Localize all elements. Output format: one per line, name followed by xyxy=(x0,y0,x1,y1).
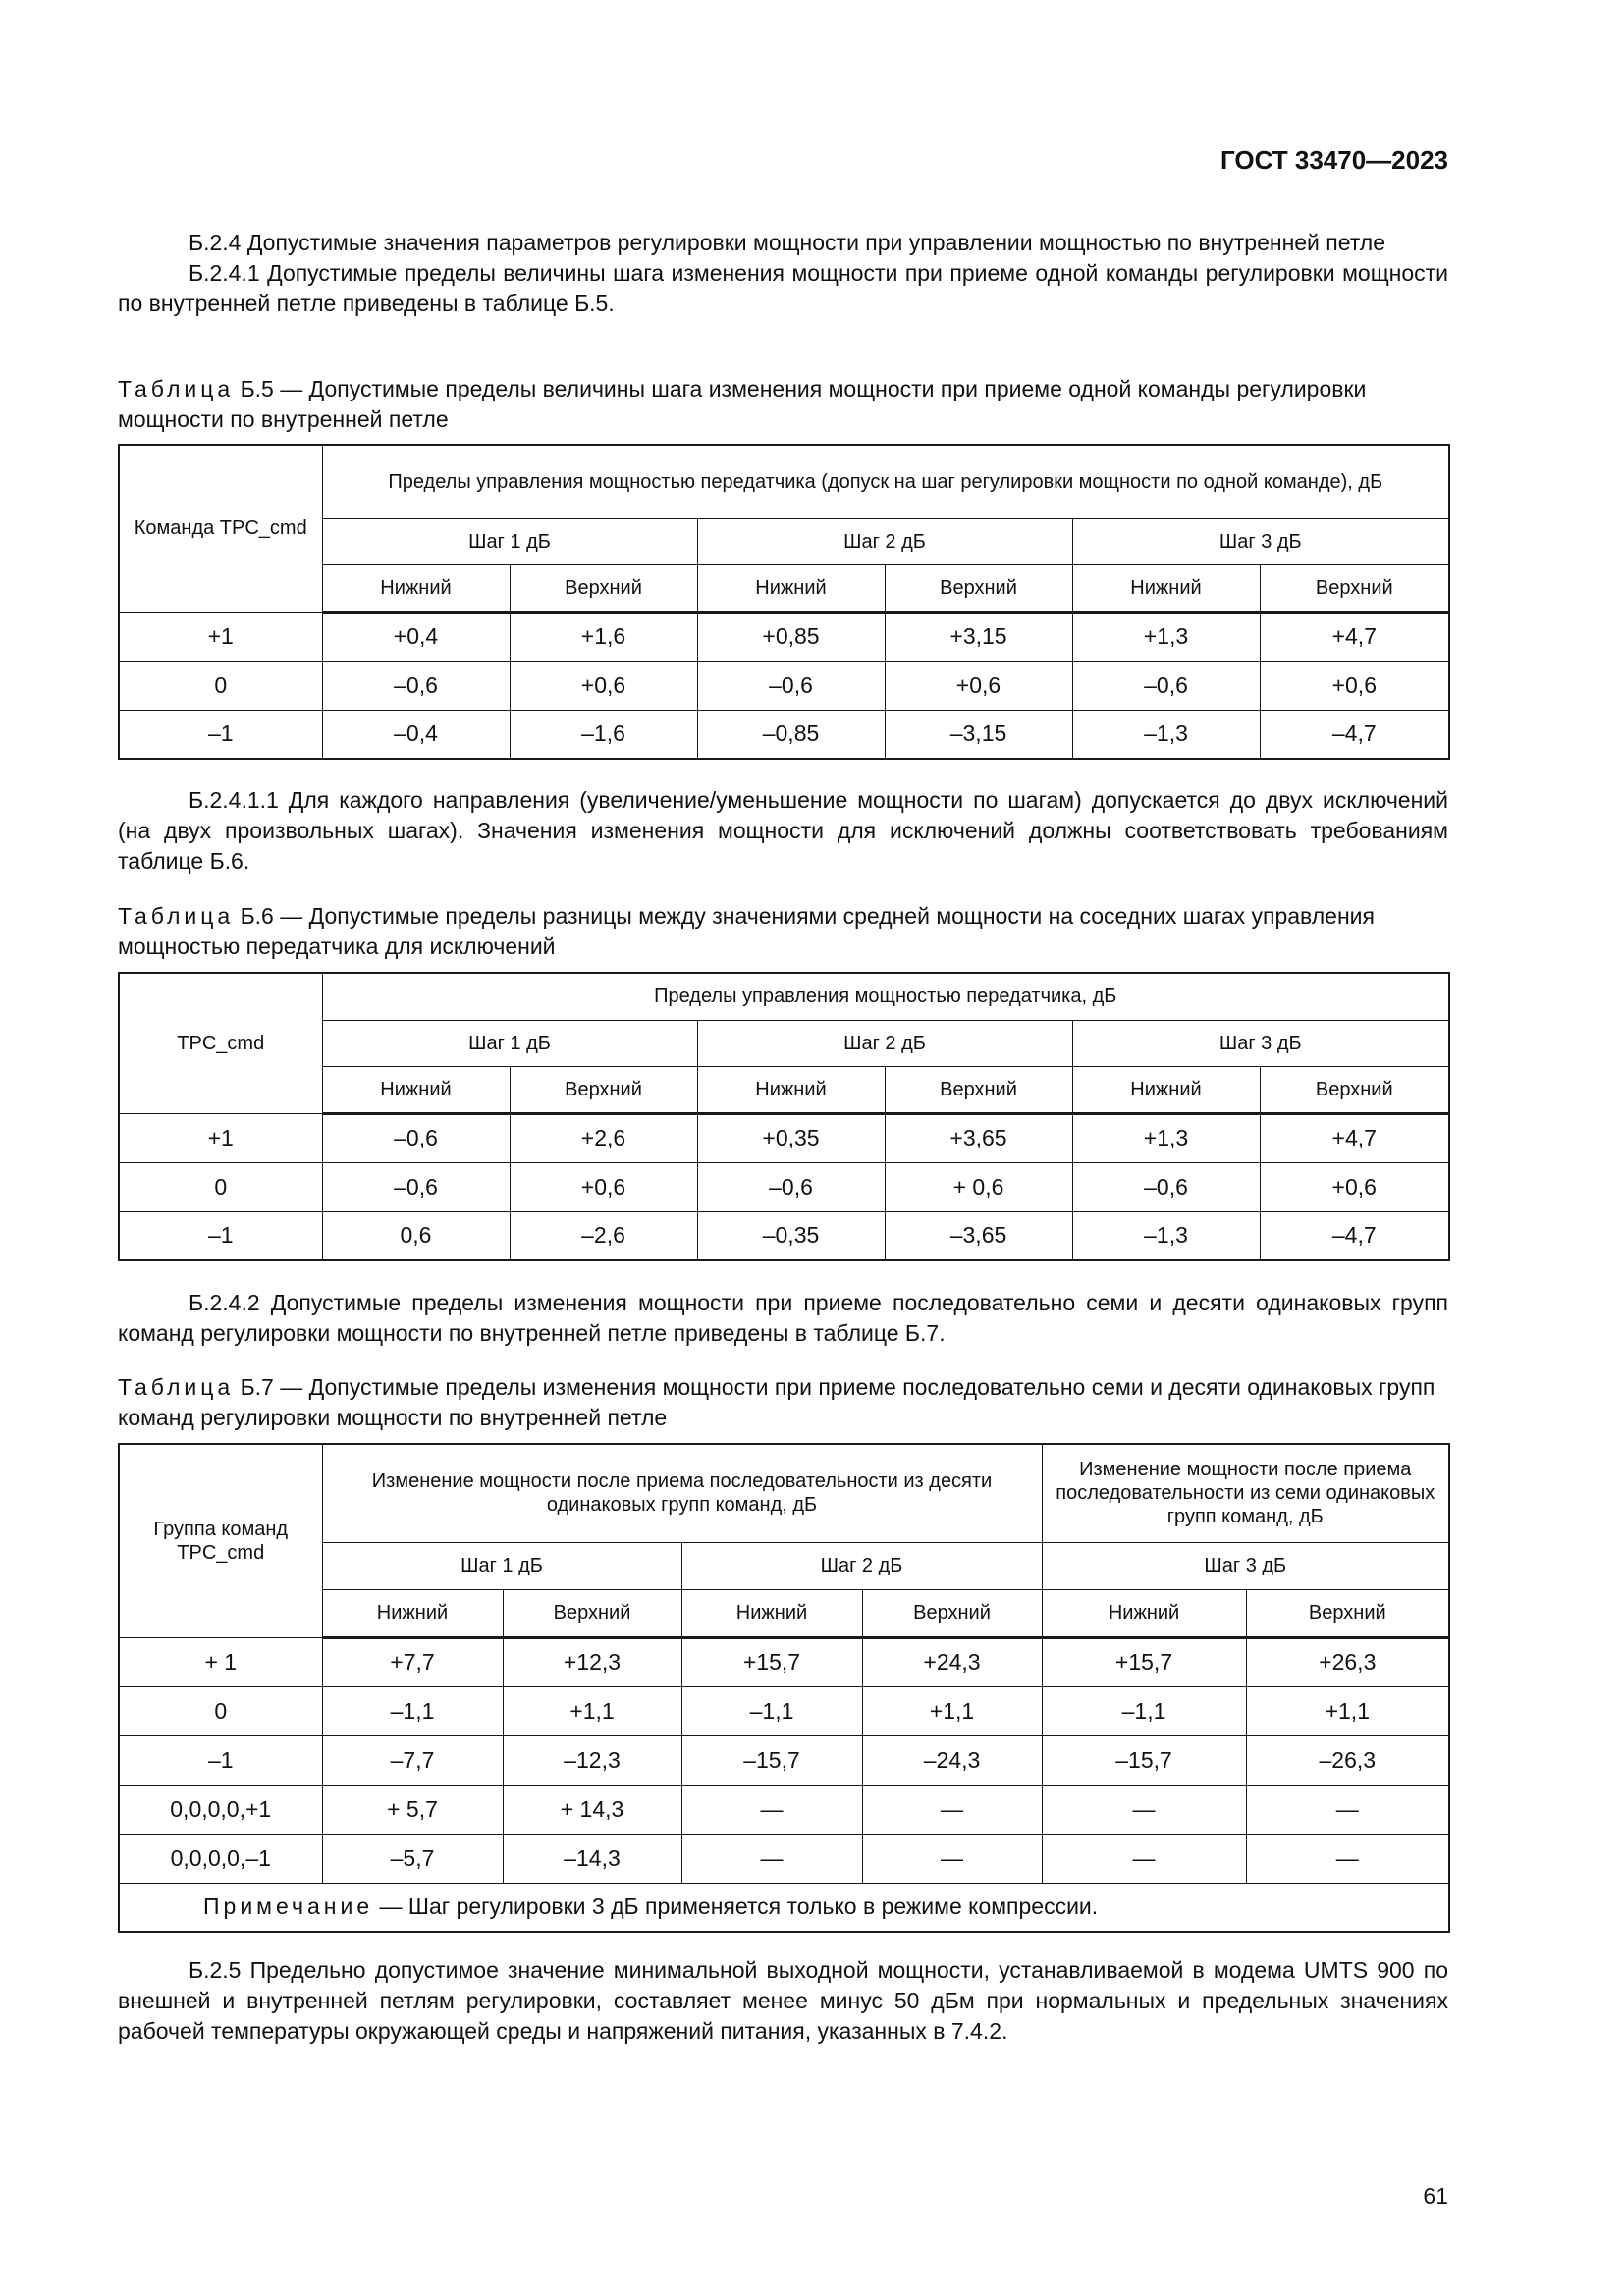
table-cell: — xyxy=(1042,1834,1246,1883)
table-cell: +24,3 xyxy=(862,1637,1042,1686)
table-cell: +0,6 xyxy=(885,661,1072,710)
table-cell: –15,7 xyxy=(681,1735,862,1785)
header-cell: Изменение мощности после приема последовательности из семи одинаковых групп команд, дБ xyxy=(1042,1444,1449,1542)
header-cell: Верхний xyxy=(1260,564,1449,612)
header-cell: Шаг 2 дБ xyxy=(697,518,1072,564)
table-cell: –0,6 xyxy=(322,1162,510,1211)
header-cell: Нижний xyxy=(322,1066,510,1113)
table-cell: –1 xyxy=(119,710,322,759)
table-row xyxy=(119,1686,1449,1735)
table-cell: +4,7 xyxy=(1260,1113,1449,1162)
section-b242 xyxy=(118,1288,1448,1349)
table-cell: — xyxy=(862,1785,1042,1834)
table-cell: +0,6 xyxy=(510,661,697,710)
header-cell: Верхний xyxy=(510,564,697,612)
table-cell: –5,7 xyxy=(322,1834,503,1883)
header-cell: Шаг 2 дБ xyxy=(681,1542,1042,1589)
table-cell: –12,3 xyxy=(503,1735,681,1785)
table-cell: –0,6 xyxy=(322,1113,510,1162)
table-cell: –24,3 xyxy=(862,1735,1042,1785)
table-cell: +0,6 xyxy=(510,1162,697,1211)
header-cell: Верхний xyxy=(885,1066,1072,1113)
table-b5-caption xyxy=(118,374,1448,435)
table-row xyxy=(119,710,1449,759)
table-row xyxy=(119,1785,1449,1834)
table-cell: 0 xyxy=(119,1162,322,1211)
header-cell: Нижний xyxy=(697,564,885,612)
header-cell: Шаг 3 дБ xyxy=(1072,1020,1449,1066)
header-cell: Нижний xyxy=(1072,1066,1260,1113)
table-cell: +4,7 xyxy=(1260,612,1449,661)
paragraph-b241: Б.2.4.1 Допустимые пределы величины шага изменения мощности при приеме одной команды регулировки мощности по внутренней петле приведены в таблице Б.5. xyxy=(118,260,1448,316)
header-cell: Верхний xyxy=(1246,1589,1449,1637)
table-cell: + 1 xyxy=(119,1637,322,1686)
table-cell: +12,3 xyxy=(503,1637,681,1686)
section-b24 xyxy=(118,228,1448,319)
table-cell: +1,1 xyxy=(862,1686,1042,1735)
table-cell: — xyxy=(681,1785,862,1834)
table-b6-caption xyxy=(118,901,1448,962)
table-cell: +1,1 xyxy=(1246,1686,1449,1735)
paragraph-b25: Б.2.5 Предельно допустимое значение минимальной выходной мощности, устанавливаемой в модема UMTS 900 по внешней и внутренней петлям регулировки, составляет менее минус 50 дБм при нормальных и предельных значениях рабочей температуры окружающей среды и напряжений питания, указанных в 7.4.2. xyxy=(118,1957,1448,2044)
header-cell: Нижний xyxy=(322,1589,503,1637)
table-row xyxy=(119,661,1449,710)
table-row xyxy=(119,1637,1449,1686)
table-cell: +1,3 xyxy=(1072,612,1260,661)
header-cell: Пределы управления мощностью передатчика (допуск на шаг регулировки мощности по одной команде), дБ xyxy=(322,445,1449,518)
header-cell: Группа команд TPC_cmd xyxy=(119,1444,322,1637)
header-cell: Нижний xyxy=(697,1066,885,1113)
table-cell: 0,0,0,0,–1 xyxy=(119,1834,322,1883)
table-b6 xyxy=(118,972,1448,1261)
table-cell: +2,6 xyxy=(510,1113,697,1162)
table-cell: –26,3 xyxy=(1246,1735,1449,1785)
section-b25 xyxy=(118,1955,1448,2047)
table-cell: –0,4 xyxy=(322,710,510,759)
table-note xyxy=(119,1883,1449,1932)
table-cell: –1 xyxy=(119,1735,322,1785)
table-cell: 0,6 xyxy=(322,1211,510,1260)
header-cell: Верхний xyxy=(885,564,1072,612)
header-cell: Нижний xyxy=(1072,564,1260,612)
table-cell: –0,6 xyxy=(322,661,510,710)
table-cell: +3,15 xyxy=(885,612,1072,661)
table-cell: +1 xyxy=(119,612,322,661)
caption-text: Б.7 — Допустимые пределы изменения мощности при приеме последовательно семи и десяти одинаковых групп команд регулировки мощности по внутренней петле xyxy=(118,1374,1435,1430)
table-cell: –1,1 xyxy=(681,1686,862,1735)
table-cell: — xyxy=(681,1834,862,1883)
table-cell: –1,6 xyxy=(510,710,697,759)
table-note-row xyxy=(119,1883,1449,1932)
table-cell: 0 xyxy=(119,661,322,710)
table-cell: +7,7 xyxy=(322,1637,503,1686)
doc-header: ГОСТ 33470—2023 xyxy=(1220,145,1448,175)
table-cell: –4,7 xyxy=(1260,1211,1449,1260)
paragraph-b242: Б.2.4.2 Допустимые пределы изменения мощности при приеме последовательно семи и десяти одинаковых групп команд регулировки мощности по внутренней петле приведены в таблице Б.7. xyxy=(118,1290,1448,1346)
table-b7-caption xyxy=(118,1372,1448,1433)
table-cell: + 5,7 xyxy=(322,1785,503,1834)
header-cell: Нижний xyxy=(322,564,510,612)
note-text: — Шаг регулировки 3 дБ применяется только в режиме компрессии. xyxy=(373,1894,1099,1920)
table-cell: –3,15 xyxy=(885,710,1072,759)
header-cell: Нижний xyxy=(1042,1589,1246,1637)
section-b2411 xyxy=(118,785,1448,877)
table-cell: –0,6 xyxy=(1072,1162,1260,1211)
table-row xyxy=(119,1162,1449,1211)
table-cell: +0,35 xyxy=(697,1113,885,1162)
header-cell: TPC_cmd xyxy=(119,973,322,1113)
table-cell: +26,3 xyxy=(1246,1637,1449,1686)
table-cell: + 14,3 xyxy=(503,1785,681,1834)
note-label: Примечание xyxy=(203,1894,374,1920)
table-cell: +0,6 xyxy=(1260,1162,1449,1211)
table-row xyxy=(119,612,1449,661)
paragraph-b2411: Б.2.4.1.1 Для каждого направления (увеличение/уменьшение мощности по шагам) допускается до двух исключений (на двух произвольных шагах). Значения изменения мощности для исключений должны соответствовать требованиям таблице Б.6. xyxy=(118,787,1448,874)
table-cell: –1,1 xyxy=(322,1686,503,1735)
header-cell: Шаг 2 дБ xyxy=(697,1020,1072,1066)
table-cell: +0,4 xyxy=(322,612,510,661)
header-cell: Шаг 3 дБ xyxy=(1072,518,1449,564)
header-cell: Шаг 1 дБ xyxy=(322,1020,697,1066)
header-cell: Шаг 1 дБ xyxy=(322,1542,681,1589)
header-cell: Верхний xyxy=(862,1589,1042,1637)
table-cell: –2,6 xyxy=(510,1211,697,1260)
header-cell: Пределы управления мощностью передатчика, дБ xyxy=(322,973,1449,1020)
table-cell: 0,0,0,0,+1 xyxy=(119,1785,322,1834)
caption-text: Б.5 — Допустимые пределы величины шага изменения мощности при приеме одной команды регулировки мощности по внутренней петле xyxy=(118,376,1367,432)
header-cell: Верхний xyxy=(1260,1066,1449,1113)
table-cell: –0,85 xyxy=(697,710,885,759)
table-cell: –4,7 xyxy=(1260,710,1449,759)
table-cell: +1 xyxy=(119,1113,322,1162)
table-cell: +1,6 xyxy=(510,612,697,661)
table-cell: — xyxy=(1042,1785,1246,1834)
header-cell: Команда TPC_cmd xyxy=(119,445,322,612)
table-cell: –3,65 xyxy=(885,1211,1072,1260)
table-cell: –0,6 xyxy=(697,1162,885,1211)
caption-text: Б.6 — Допустимые пределы разницы между значениями средней мощности на соседних шагах управления мощностью передатчика для исключений xyxy=(118,903,1375,959)
table-cell: +15,7 xyxy=(1042,1637,1246,1686)
table-row xyxy=(119,1211,1449,1260)
header-cell: Верхний xyxy=(503,1589,681,1637)
table-b5 xyxy=(118,444,1448,760)
table-cell: –14,3 xyxy=(503,1834,681,1883)
header-cell: Изменение мощности после приема последовательности из десяти одинаковых групп команд, дБ xyxy=(322,1444,1042,1542)
table-row xyxy=(119,1113,1449,1162)
header-cell: Верхний xyxy=(510,1066,697,1113)
table-cell: +0,6 xyxy=(1260,661,1449,710)
table-row xyxy=(119,1834,1449,1883)
header-cell: Нижний xyxy=(681,1589,862,1637)
caption-label: Таблица xyxy=(118,1374,235,1400)
table-cell: — xyxy=(862,1834,1042,1883)
table-cell: + 0,6 xyxy=(885,1162,1072,1211)
table-cell: +0,85 xyxy=(697,612,885,661)
paragraph-b24: Б.2.4 Допустимые значения параметров регулировки мощности при управлении мощностью по внутренней петле xyxy=(189,230,1386,255)
table-cell: –1,3 xyxy=(1072,1211,1260,1260)
table-cell: –0,35 xyxy=(697,1211,885,1260)
table-cell: 0 xyxy=(119,1686,322,1735)
table-cell: +15,7 xyxy=(681,1637,862,1686)
table-row xyxy=(119,1735,1449,1785)
table-cell: –15,7 xyxy=(1042,1735,1246,1785)
table-cell: –0,6 xyxy=(697,661,885,710)
table-cell: –1 xyxy=(119,1211,322,1260)
table-cell: — xyxy=(1246,1785,1449,1834)
header-cell: Шаг 3 дБ xyxy=(1042,1542,1449,1589)
header-cell: Шаг 1 дБ xyxy=(322,518,697,564)
page-number: 61 xyxy=(1423,2183,1448,2209)
caption-label: Таблица xyxy=(118,376,235,401)
table-cell: +3,65 xyxy=(885,1113,1072,1162)
caption-label: Таблица xyxy=(118,903,235,929)
table-cell: –1,3 xyxy=(1072,710,1260,759)
table-cell: –1,1 xyxy=(1042,1686,1246,1735)
table-b7 xyxy=(118,1443,1448,1933)
table-cell: +1,1 xyxy=(503,1686,681,1735)
table-cell: –7,7 xyxy=(322,1735,503,1785)
table-cell: –0,6 xyxy=(1072,661,1260,710)
table-cell: — xyxy=(1246,1834,1449,1883)
table-cell: +1,3 xyxy=(1072,1113,1260,1162)
